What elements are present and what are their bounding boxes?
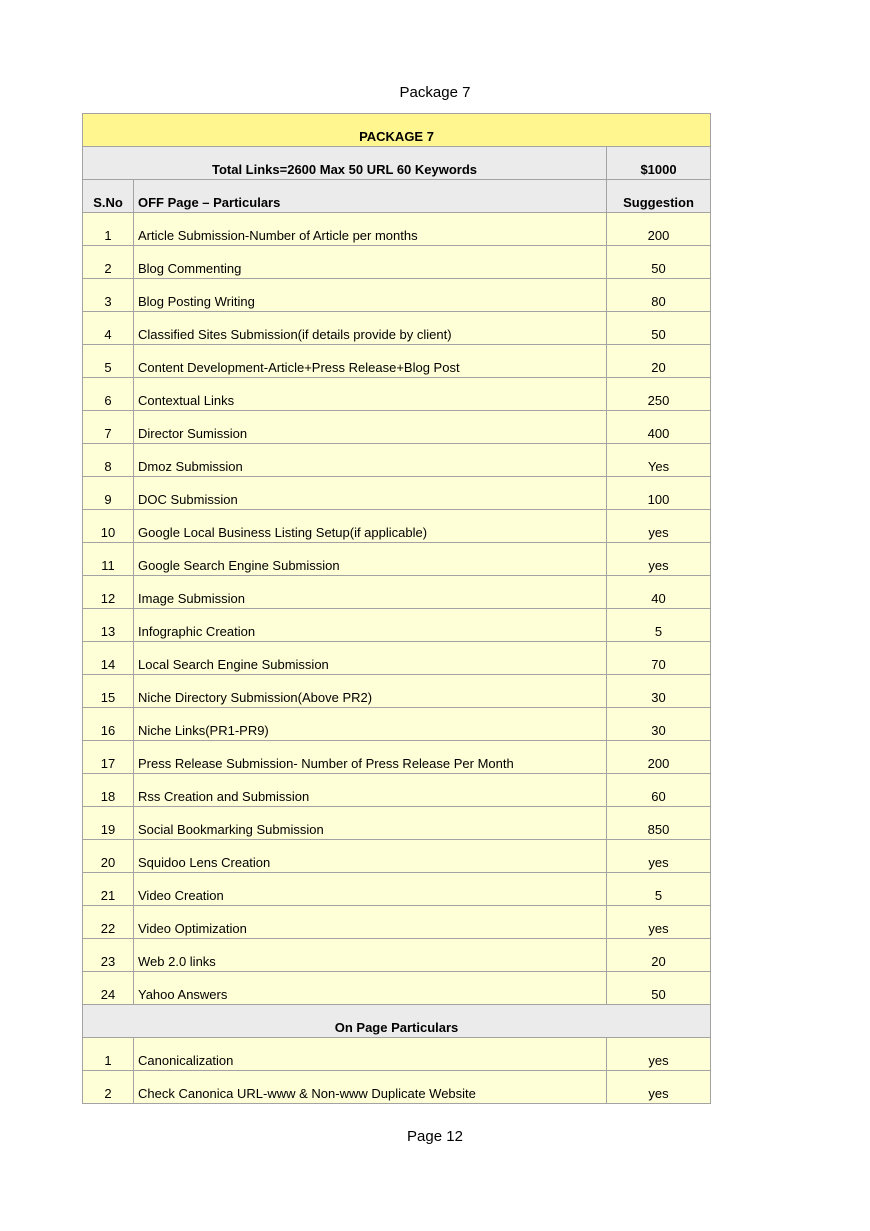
row-suggestion: 50: [607, 972, 711, 1005]
row-sno: 1: [83, 1038, 134, 1071]
row-suggestion: yes: [607, 1071, 711, 1104]
row-particular: Niche Directory Submission(Above PR2): [134, 675, 607, 708]
off-page-row: [83, 741, 711, 774]
row-particular: Press Release Submission- Number of Press Release Per Month: [134, 741, 607, 774]
package-title-row: [83, 114, 711, 147]
row-suggestion: yes: [607, 510, 711, 543]
row-particular: Classified Sites Submission(if details provide by client): [134, 312, 607, 345]
off-page-row: [83, 576, 711, 609]
off-page-row: [83, 807, 711, 840]
off-page-row: [83, 378, 711, 411]
off-page-row: [83, 906, 711, 939]
off-page-row: [83, 708, 711, 741]
row-suggestion: 20: [607, 345, 711, 378]
row-particular: Web 2.0 links: [134, 939, 607, 972]
row-suggestion: 850: [607, 807, 711, 840]
row-particular: DOC Submission: [134, 477, 607, 510]
row-suggestion: 40: [607, 576, 711, 609]
row-particular: Canonicalization: [134, 1038, 607, 1071]
row-suggestion: 50: [607, 246, 711, 279]
row-sno: 7: [83, 411, 134, 444]
off-page-row: [83, 477, 711, 510]
package-table: [82, 113, 711, 1104]
row-suggestion: 20: [607, 939, 711, 972]
row-particular: Contextual Links: [134, 378, 607, 411]
row-suggestion: 70: [607, 642, 711, 675]
row-suggestion: yes: [607, 1038, 711, 1071]
row-sno: 2: [83, 1071, 134, 1104]
row-particular: Rss Creation and Submission: [134, 774, 607, 807]
package-title: PACKAGE 7: [83, 114, 711, 147]
off-page-row: [83, 279, 711, 312]
row-suggestion: 50: [607, 312, 711, 345]
row-particular: Google Local Business Listing Setup(if applicable): [134, 510, 607, 543]
row-particular: Yahoo Answers: [134, 972, 607, 1005]
row-particular: Content Development-Article+Press Release+Blog Post: [134, 345, 607, 378]
row-suggestion: 200: [607, 213, 711, 246]
row-suggestion: 200: [607, 741, 711, 774]
row-suggestion: 30: [607, 675, 711, 708]
row-particular: Blog Posting Writing: [134, 279, 607, 312]
row-particular: Check Canonica URL-www & Non-www Duplicate Website: [134, 1071, 607, 1104]
row-sno: 8: [83, 444, 134, 477]
row-suggestion: Yes: [607, 444, 711, 477]
row-particular: Squidoo Lens Creation: [134, 840, 607, 873]
off-page-row: [83, 510, 711, 543]
row-suggestion: 60: [607, 774, 711, 807]
row-sno: 4: [83, 312, 134, 345]
off-page-row: [83, 444, 711, 477]
row-suggestion: 100: [607, 477, 711, 510]
row-particular: Video Creation: [134, 873, 607, 906]
row-particular: Article Submission-Number of Article per months: [134, 213, 607, 246]
row-sno: 17: [83, 741, 134, 774]
row-particular: Local Search Engine Submission: [134, 642, 607, 675]
row-sno: 2: [83, 246, 134, 279]
row-sno: 5: [83, 345, 134, 378]
row-suggestion: 250: [607, 378, 711, 411]
row-sno: 13: [83, 609, 134, 642]
summary-label: Total Links=2600 Max 50 URL 60 Keywords: [83, 147, 607, 180]
row-sno: 19: [83, 807, 134, 840]
row-sno: 14: [83, 642, 134, 675]
off-page-row: [83, 411, 711, 444]
row-suggestion: 5: [607, 873, 711, 906]
summary-row: [83, 147, 711, 180]
page-header-title: Package 7: [399, 84, 471, 101]
row-sno: 15: [83, 675, 134, 708]
row-particular: Niche Links(PR1-PR9): [134, 708, 607, 741]
on-page-row: [83, 1071, 711, 1104]
row-sno: 22: [83, 906, 134, 939]
row-particular: Google Search Engine Submission: [134, 543, 607, 576]
row-particular: Social Bookmarking Submission: [134, 807, 607, 840]
page-number: Page 12: [407, 1128, 463, 1145]
row-suggestion: 5: [607, 609, 711, 642]
row-sno: 20: [83, 840, 134, 873]
row-sno: 18: [83, 774, 134, 807]
on-page-section-title: On Page Particulars: [83, 1005, 711, 1038]
off-page-row: [83, 642, 711, 675]
off-page-row: [83, 972, 711, 1005]
row-sno: 23: [83, 939, 134, 972]
on-page-row: [83, 1038, 711, 1071]
row-sno: 16: [83, 708, 134, 741]
off-page-row: [83, 246, 711, 279]
off-page-row: [83, 213, 711, 246]
off-page-row: [83, 543, 711, 576]
row-sno: 24: [83, 972, 134, 1005]
on-page-section-row: [83, 1005, 711, 1038]
column-header-row: [83, 180, 711, 213]
row-particular: Image Submission: [134, 576, 607, 609]
off-page-row: [83, 774, 711, 807]
row-particular: Director Sumission: [134, 411, 607, 444]
row-particular: Infographic Creation: [134, 609, 607, 642]
row-sno: 1: [83, 213, 134, 246]
off-page-row: [83, 675, 711, 708]
column-header-particulars: OFF Page – Particulars: [134, 180, 607, 213]
row-suggestion: 400: [607, 411, 711, 444]
off-page-row: [83, 939, 711, 972]
row-suggestion: yes: [607, 906, 711, 939]
row-sno: 21: [83, 873, 134, 906]
row-particular: Dmoz Submission: [134, 444, 607, 477]
row-sno: 3: [83, 279, 134, 312]
row-sno: 10: [83, 510, 134, 543]
row-particular: Blog Commenting: [134, 246, 607, 279]
row-sno: 6: [83, 378, 134, 411]
row-suggestion: yes: [607, 543, 711, 576]
row-sno: 12: [83, 576, 134, 609]
off-page-row: [83, 840, 711, 873]
row-particular: Video Optimization: [134, 906, 607, 939]
off-page-row: [83, 873, 711, 906]
row-suggestion: 30: [607, 708, 711, 741]
off-page-row: [83, 312, 711, 345]
row-sno: 9: [83, 477, 134, 510]
summary-price: $1000: [607, 147, 711, 180]
row-suggestion: yes: [607, 840, 711, 873]
off-page-row: [83, 609, 711, 642]
row-suggestion: 80: [607, 279, 711, 312]
row-sno: 11: [83, 543, 134, 576]
column-header-sno: S.No: [83, 180, 134, 213]
off-page-row: [83, 345, 711, 378]
column-header-suggestion: Suggestion: [607, 180, 711, 213]
